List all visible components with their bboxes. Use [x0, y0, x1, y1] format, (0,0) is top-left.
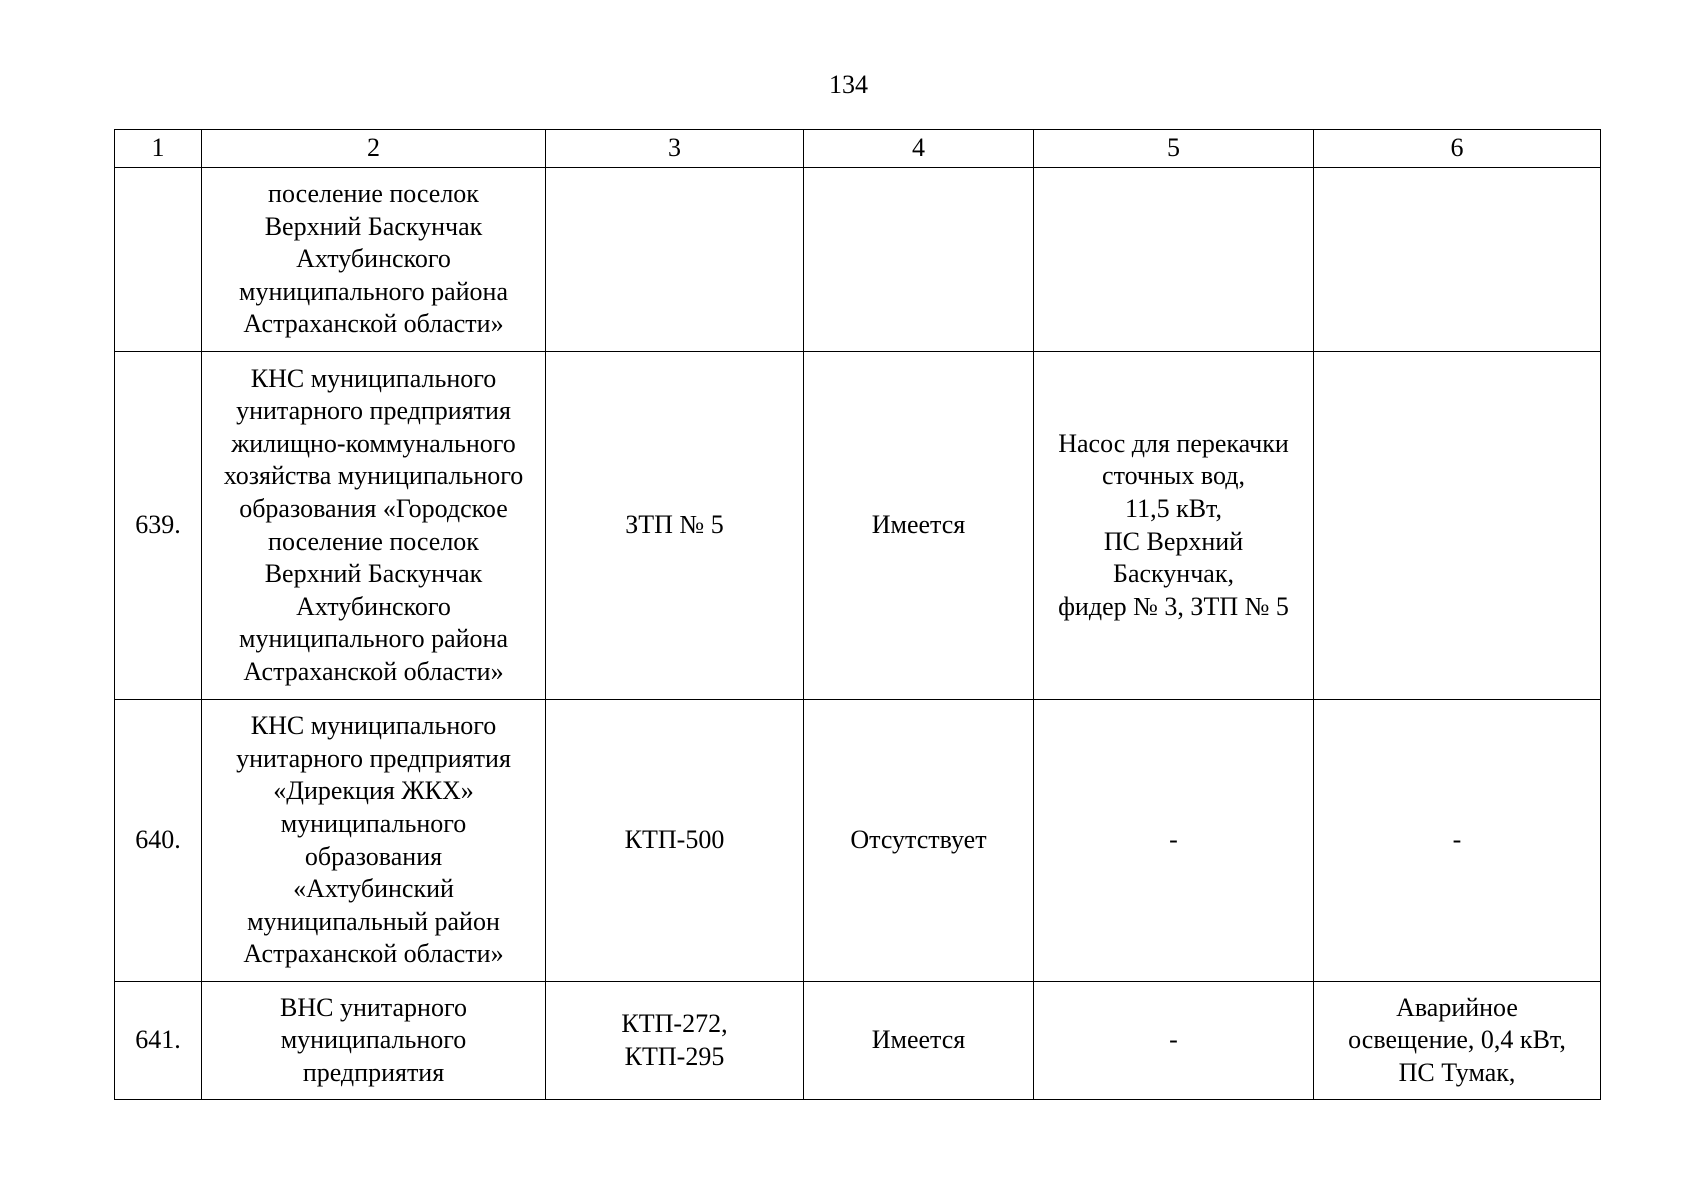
row-number-cell: 641.: [115, 982, 202, 1100]
header-cell-6: 6: [1314, 130, 1601, 168]
row-number-cell: [115, 168, 202, 352]
header-cell-2: 2: [202, 130, 546, 168]
object-cell: КНС муниципального унитарного предприятия жилищно-коммунального хозяйства муниципального образования «Городское поселение поселок Верхний Баскунчак Ахтубинского муниципального района Астраханской области»: [202, 352, 546, 700]
backup-cell: Имеется: [804, 352, 1034, 700]
table-row: [115, 982, 1601, 1100]
header-cell-4: 4: [804, 130, 1034, 168]
table-row: [115, 700, 1601, 982]
object-cell: КНС муниципального унитарного предприятия «Дирекция ЖКХ» муниципального образования «Ахтубинский муниципальный район Астраханской области»: [202, 700, 546, 982]
table-row: [115, 352, 1601, 700]
data-table: [114, 129, 1601, 1100]
row-number-cell: 640.: [115, 700, 202, 982]
other-cell: [1314, 352, 1601, 700]
consumers-cell: [1034, 168, 1314, 352]
row-number-cell: 639.: [115, 352, 202, 700]
page-number: 134: [829, 70, 868, 99]
backup-cell: [804, 168, 1034, 352]
object-cell: поселение поселок Верхний Баскунчак Ахтубинского муниципального района Астраханской области»: [202, 168, 546, 352]
header-cell-1: 1: [115, 130, 202, 168]
consumers-cell: Насос для перекачки сточных вод, 11,5 кВт, ПС Верхний Баскунчак, фидер № 3, ЗТП № 5: [1034, 352, 1314, 700]
substation-cell: КТП-500: [546, 700, 804, 982]
backup-cell: Имеется: [804, 982, 1034, 1100]
table-header-row: [115, 130, 1601, 168]
other-cell: -: [1314, 700, 1601, 982]
substation-cell: КТП-272, КТП-295: [546, 982, 804, 1100]
consumers-cell: -: [1034, 982, 1314, 1100]
consumers-cell: -: [1034, 700, 1314, 982]
header-cell-5: 5: [1034, 130, 1314, 168]
header-cell-3: 3: [546, 130, 804, 168]
substation-cell: [546, 168, 804, 352]
other-cell: [1314, 168, 1601, 352]
object-cell: ВНС унитарного муниципального предприятия: [202, 982, 546, 1100]
table-row: [115, 168, 1601, 352]
substation-cell: ЗТП № 5: [546, 352, 804, 700]
backup-cell: Отсутствует: [804, 700, 1034, 982]
other-cell: Аварийное освещение, 0,4 кВт, ПС Тумак,: [1314, 982, 1601, 1100]
